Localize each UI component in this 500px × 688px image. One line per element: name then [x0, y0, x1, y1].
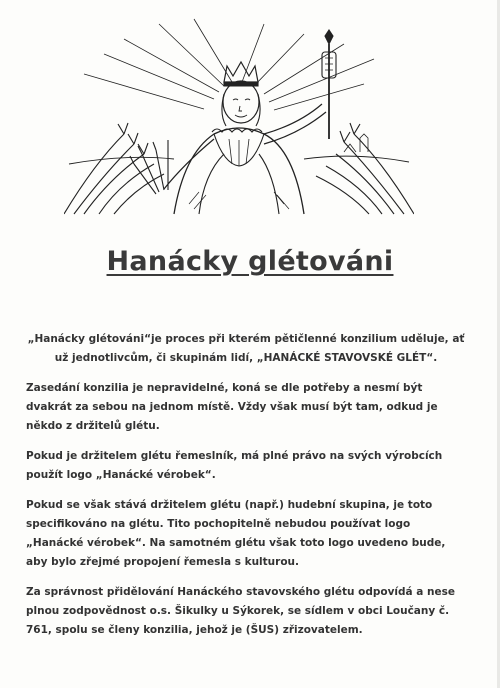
document-body: [26, 330, 466, 651]
paragraph-responsibility: Za správnost přidělování Hanáckého stavovského glétu odpovídá a nese plnou zodpovědnost o.s. Šikulky u Sýkorek, se sídlem v obci Loučany č. 761, spolu se členy konzilia, jehož je (ŠUS) zřizovatelem.: [26, 586, 455, 636]
paragraph-sessions: Zasedání konzilia je nepravidelné, koná se dle potřeby a nesmí být dvakrát za sebou na jednom místě. Vždy však musí být tam, odkud je někdo z držitelů glétu.: [26, 382, 438, 432]
hana-figure-icon: [64, 14, 414, 216]
paragraph-music-group: Pokud se však stává držitelem glétu (např.) hudební skupina, je toto specifikováno na glétu. Tito pochopitelně nebudou používat logo „Hanácké vérobek“. Na samotném glétu však toto logo uvedeno bude, aby bylo zřejmé propojení řemesla s kulturou.: [26, 499, 446, 568]
document-title: Hanácky glétováni: [106, 246, 394, 277]
document-title-wrapper: [0, 246, 500, 277]
paragraph-craftsman: Pokud je držitelem glétu řemeslník, má plné právo na svých výrobcích použít logo „Hanácké vérobek“.: [26, 450, 443, 481]
paragraph-intro: „Hanácky glétováni“je proces při kterém pětičlenné konzilium uděluje, ať už jednotlivcům, či skupinám lidí, „HANÁCKÉ STAVOVSKÉ GLÉT“.: [27, 333, 465, 364]
hana-figure-illustration: [64, 14, 414, 216]
